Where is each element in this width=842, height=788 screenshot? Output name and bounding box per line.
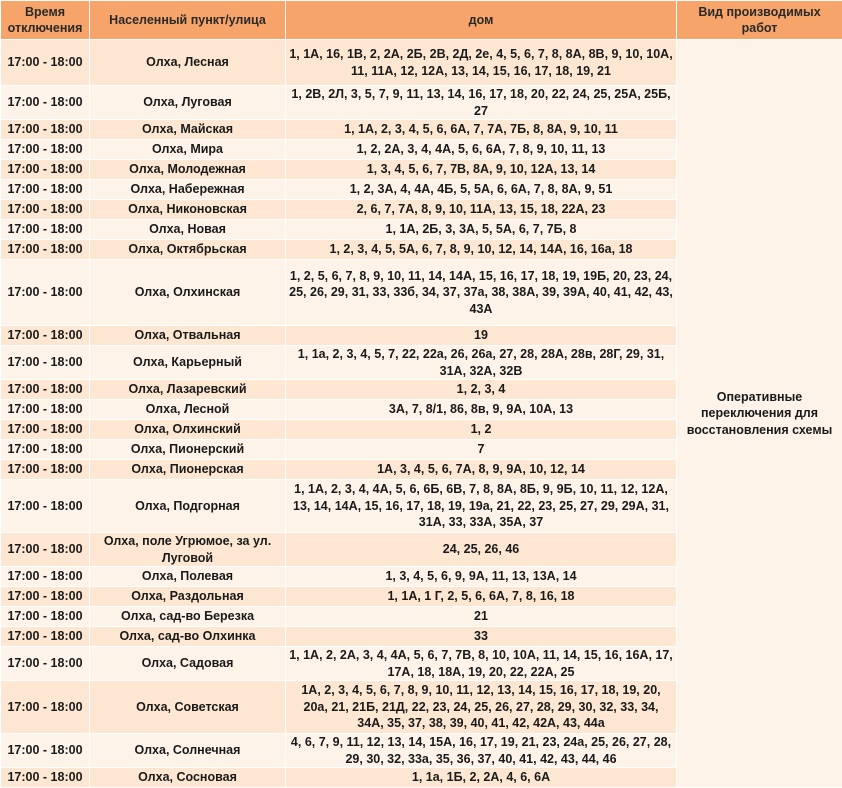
- cell-houses: 24, 25, 26, 46: [286, 533, 677, 567]
- cell-street: Олха, Лесная: [90, 40, 286, 86]
- cell-time: 17:00 - 18:00: [1, 734, 90, 768]
- cell-time: 17:00 - 18:00: [1, 200, 90, 220]
- cell-houses: 1А, 2, 3, 4, 5, 6, 7, 8, 9, 10, 11, 12, 13, 14, 15, 16, 17, 18, 19, 20, 20а, 21, 21Б, 21Д, 22, 23, 24, 25, 26, 27, 28, 29, 30, 32, 33, 34, 34А, 35, 37, 38, 39, 40, 41, 42, 42А, 43, 44а: [286, 681, 677, 734]
- cell-time: 17:00 - 18:00: [1, 768, 90, 788]
- cell-houses: 1, 2, 3, 4, 5, 5А, 6, 7, 8, 9, 10, 12, 14, 14А, 16, 16а, 18: [286, 240, 677, 260]
- cell-time: 17:00 - 18:00: [1, 260, 90, 326]
- cell-street: Олха, Набережная: [90, 180, 286, 200]
- cell-street: Олха, Раздольная: [90, 587, 286, 607]
- cell-houses: 1, 1А, 2, 3, 4, 5, 6, 6А, 7, 7А, 7Б, 8, 8А, 9, 10, 11: [286, 120, 677, 140]
- cell-street: Олха, Советская: [90, 681, 286, 734]
- cell-street: Олха, Мира: [90, 140, 286, 160]
- cell-street: Олха, Подгорная: [90, 480, 286, 533]
- header-street: Населенный пункт/улица: [90, 1, 286, 40]
- header-house: дом: [286, 1, 677, 40]
- cell-houses: 1, 1А, 1 Г, 2, 5, 6, 6А, 7, 8, 16, 18: [286, 587, 677, 607]
- cell-street: Олха, Полевая: [90, 567, 286, 587]
- cell-houses: 1, 1А, 2, 2А, 3, 4, 4А, 5, 6, 7, 7В, 8, 10, 10А, 11, 14, 15, 16, 16А, 17, 17А, 18, 18А, 19, 20, 22, 22А, 25: [286, 647, 677, 681]
- cell-time: 17:00 - 18:00: [1, 326, 90, 346]
- cell-houses: 1, 1А, 16, 1В, 2, 2А, 2Б, 2В, 2Д, 2е, 4, 5, 6, 7, 8, 8А, 8В, 9, 10, 10А, 11, 11А, 12, 12А, 13, 14, 15, 16, 17, 18, 19, 21: [286, 40, 677, 86]
- cell-houses: 1, 2, 2А, 3, 4, 4А, 5, 6, 6А, 7, 8, 9, 10, 11, 13: [286, 140, 677, 160]
- header-row: [1, 1, 842, 40]
- cell-street: Олха, Олхинская: [90, 260, 286, 326]
- cell-street: Олха, Олхинский: [90, 420, 286, 440]
- cell-street: Олха, Пионерская: [90, 460, 286, 480]
- cell-street: Олха, Отвальная: [90, 326, 286, 346]
- cell-houses: 7: [286, 440, 677, 460]
- cell-time: 17:00 - 18:00: [1, 160, 90, 180]
- cell-time: 17:00 - 18:00: [1, 533, 90, 567]
- cell-time: 17:00 - 18:00: [1, 240, 90, 260]
- cell-houses: 1, 3, 4, 5, 6, 9, 9А, 11, 13, 13А, 14: [286, 567, 677, 587]
- cell-work-type: Оперативные переключения для восстановления схемы: [677, 40, 842, 788]
- cell-houses: 1, 1А, 2, 3, 4, 4А, 5, 6, 6Б, 6В, 7, 8, 8А, 8Б, 9, 9Б, 10, 11, 12, 12А, 13, 14, 14А, 15, 16, 17, 18, 19, 19а, 21, 22, 23, 25, 27, 29, 29А, 31, 31А, 33, 33А, 35А, 37: [286, 480, 677, 533]
- cell-time: 17:00 - 18:00: [1, 40, 90, 86]
- cell-time: 17:00 - 18:00: [1, 180, 90, 200]
- cell-time: 17:00 - 18:00: [1, 220, 90, 240]
- cell-street: Олха, Солнечная: [90, 734, 286, 768]
- cell-time: 17:00 - 18:00: [1, 567, 90, 587]
- cell-time: 17:00 - 18:00: [1, 440, 90, 460]
- cell-street: Олха, Лазаревский: [90, 380, 286, 400]
- cell-time: 17:00 - 18:00: [1, 120, 90, 140]
- cell-street: Олха, Сосновая: [90, 768, 286, 788]
- cell-time: 17:00 - 18:00: [1, 460, 90, 480]
- cell-time: 17:00 - 18:00: [1, 647, 90, 681]
- cell-houses: 2, 6, 7, 7А, 8, 9, 10, 11А, 13, 15, 18, 22А, 23: [286, 200, 677, 220]
- cell-houses: 1А, 3, 4, 5, 6, 7А, 8, 9, 9А, 10, 12, 14: [286, 460, 677, 480]
- cell-street: Олха, Лесной: [90, 400, 286, 420]
- cell-time: 17:00 - 18:00: [1, 140, 90, 160]
- cell-houses: 21: [286, 607, 677, 627]
- cell-street: Олха, сад-во Олхинка: [90, 627, 286, 647]
- cell-street: Олха, Луговая: [90, 86, 286, 120]
- cell-street: Олха, Новая: [90, 220, 286, 240]
- cell-street: Олха, Садовая: [90, 647, 286, 681]
- cell-street: Олха, поле Угрюмое, за ул. Луговой: [90, 533, 286, 567]
- cell-street: Олха, Пионерский: [90, 440, 286, 460]
- cell-time: 17:00 - 18:00: [1, 86, 90, 120]
- cell-time: 17:00 - 18:00: [1, 380, 90, 400]
- header-time: Время отключения: [1, 1, 90, 40]
- cell-time: 17:00 - 18:00: [1, 607, 90, 627]
- cell-houses: 1, 1А, 2Б, 3, 3А, 5, 5А, 6, 7, 7Б, 8: [286, 220, 677, 240]
- cell-street: Олха, Карьерный: [90, 346, 286, 380]
- cell-street: Олха, сад-во Березка: [90, 607, 286, 627]
- table-body: [1, 40, 842, 788]
- cell-houses: 3А, 7, 8/1, 86, 8в, 9, 9А, 10А, 13: [286, 400, 677, 420]
- header-work: Вид производимых работ: [677, 1, 842, 40]
- cell-street: Олха, Никоновская: [90, 200, 286, 220]
- cell-time: 17:00 - 18:00: [1, 681, 90, 734]
- cell-houses: 1, 2: [286, 420, 677, 440]
- cell-time: 17:00 - 18:00: [1, 400, 90, 420]
- cell-time: 17:00 - 18:00: [1, 587, 90, 607]
- cell-street: Олха, Молодежная: [90, 160, 286, 180]
- cell-houses: 1, 2, 3, 4: [286, 380, 677, 400]
- cell-houses: 4, 6, 7, 9, 11, 12, 13, 14, 15А, 16, 17, 19, 21, 23, 24а, 25, 26, 27, 28, 29, 30, 32, 33а, 35, 36, 37, 40, 41, 42, 43, 44, 46: [286, 734, 677, 768]
- cell-houses: 1, 2, 5, 6, 7, 8, 9, 10, 11, 14, 14А, 15, 16, 17, 18, 19, 19Б, 20, 23, 24, 25, 26, 29, 31, 33, 33б, 34, 37, 37а, 38, 38А, 39, 39А, 40, 41, 42, 43, 43А: [286, 260, 677, 326]
- cell-houses: 1, 1а, 2, 3, 4, 5, 7, 22, 22а, 26, 26а, 27, 28, 28А, 28в, 28Г, 29, 31, 31А, 32А, 32В: [286, 346, 677, 380]
- table-row: [1, 40, 842, 86]
- cell-time: 17:00 - 18:00: [1, 420, 90, 440]
- cell-street: Олха, Майская: [90, 120, 286, 140]
- cell-houses: 1, 2, 3А, 4, 4А, 4Б, 5, 5А, 6, 6А, 7, 8, 8А, 9, 51: [286, 180, 677, 200]
- cell-houses: 19: [286, 326, 677, 346]
- cell-houses: 1, 1а, 1Б, 2, 2А, 4, 6, 6А: [286, 768, 677, 788]
- cell-time: 17:00 - 18:00: [1, 627, 90, 647]
- cell-houses: 1, 2В, 2Л, 3, 5, 7, 9, 11, 13, 14, 16, 17, 18, 20, 22, 24, 25, 25А, 25Б, 27: [286, 86, 677, 120]
- cell-time: 17:00 - 18:00: [1, 480, 90, 533]
- cell-time: 17:00 - 18:00: [1, 346, 90, 380]
- cell-houses: 33: [286, 627, 677, 647]
- cell-houses: 1, 3, 4, 5, 6, 7, 7В, 8А, 9, 10, 12А, 13, 14: [286, 160, 677, 180]
- cell-street: Олха, Октябрьская: [90, 240, 286, 260]
